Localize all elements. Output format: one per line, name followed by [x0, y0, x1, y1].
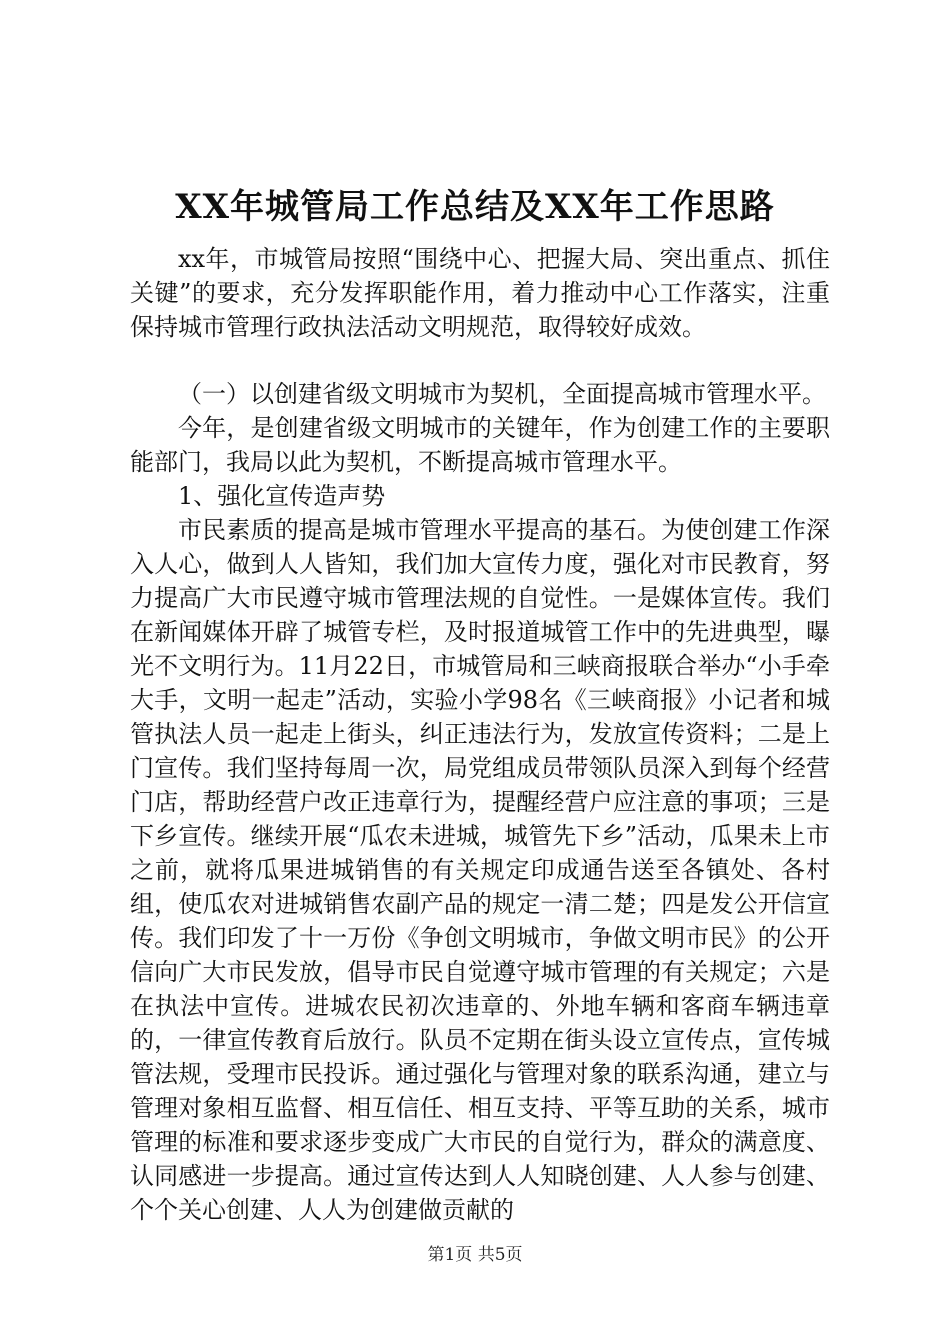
document-title: XX年城管局工作总结及XX年工作思路	[175, 187, 775, 227]
document-body	[130, 242, 830, 1227]
page-number-footer: 第1页 共5页	[427, 1245, 523, 1265]
section-heading: （一）以创建省级文明城市为契机，全面提高城市管理水平。	[178, 380, 826, 408]
body-paragraph: 市民素质的提高是城市管理水平提高的基石。为使创建工作深入人心，做到人人皆知，我们加大宣传力度，强化对市民教育，努力提高广大市民遵守城市管理法规的自觉性。一是媒体宣传。我们在新闻媒体开辟了城管专栏，及时报道城管工作中的先进典型，曝光不文明行为。11月22日，市城管局和三峡商报联合举办“小手牵大手，文明一起走”活动，实验小学98名《三峡商报》小记者和城管执法人员一起走上街头，纠正违法行为，发放宣传资料；二是上门宣传。我们坚持每周一次，局党组成员带领队员深入到每个经营门店，帮助经营户改正违章行为，提醒经营户应注意的事项；三是下乡宣传。继续开展“瓜农未进城，城管先下乡”活动，瓜果未上市之前，就将瓜果进城销售的有关规定印成通告送至各镇处、各村组，使瓜农对进城销售农副产品的规定一清二楚；四是发公开信宣传。我们印发了十一万份《争创文明城市，争做文明市民》的公开信向广大市民发放，倡导市民自觉遵守城市管理的有关规定；六是在执法中宣传。进城农民初次违章的、外地车辆和客商车辆违章的，一律宣传教育后放行。队员不定期在街头设立宣传点，宣传城管法规，受理市民投诉。通过强化与管理对象的联系沟通，建立与管理对象相互监督、相互信任、相互支持、平等互助的关系，城市管理的标准和要求逐步变成广大市民的自觉行为，群众的满意度、认同感进一步提高。通过宣传达到人人知晓创建、人人参与创建、个个关心创建、人人为创建做贡献的	[130, 516, 830, 1224]
section-intro-paragraph: 今年，是创建省级文明城市的关键年，作为创建工作的主要职能部门，我局以此为契机，不断提高城市管理水平。	[130, 414, 830, 476]
subsection-heading: 1、强化宣传造声势	[178, 482, 386, 510]
intro-paragraph: xx年，市城管局按照“围绕中心、把握大局、突出重点、抓住关键”的要求，充分发挥职能作用，着力推动中心工作落实，注重保持城市管理行政执法活动文明规范，取得较好成效。	[130, 245, 830, 341]
